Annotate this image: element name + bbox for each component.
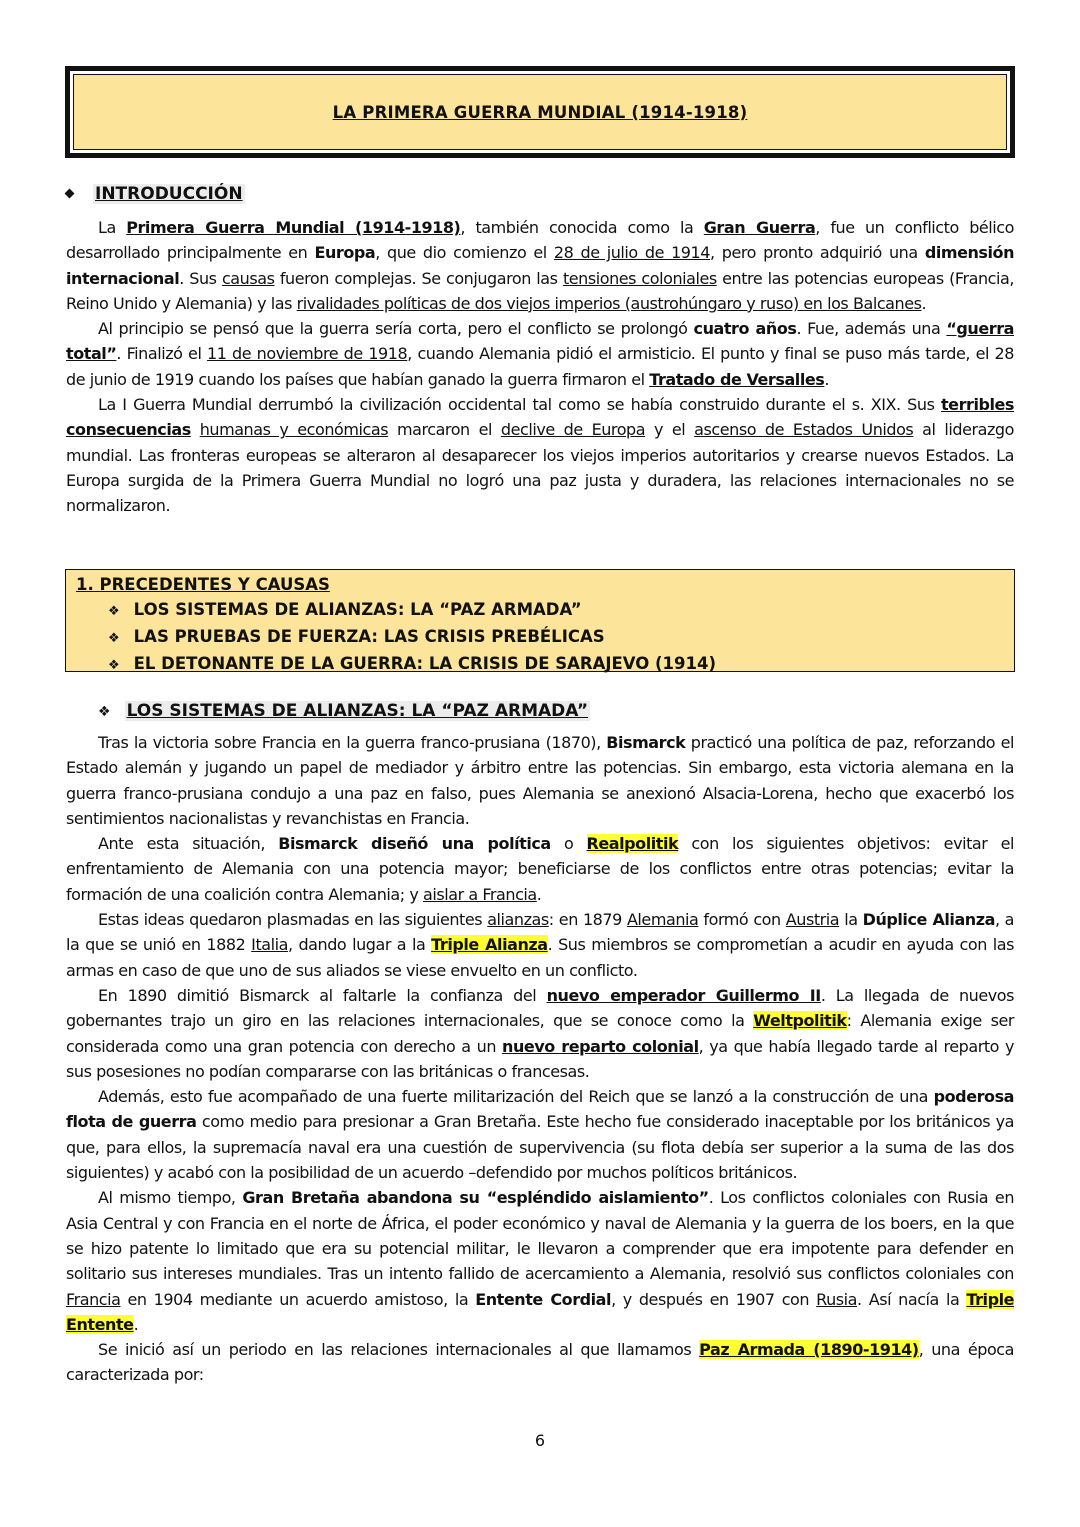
highlight-triple-alianza: Triple Alianza	[431, 935, 548, 955]
diamond-icon: ❖	[108, 658, 120, 673]
highlight-weltpolitik: Weltpolitik	[753, 1011, 847, 1031]
alianzas-heading	[98, 701, 590, 721]
diamond-icon: ❖	[108, 604, 120, 619]
highlight-realpolitik: Realpolitik	[586, 834, 679, 854]
section-1-item: ❖ LAS PRUEBAS DE FUERZA: LAS CRISIS PREBÉLICAS	[108, 627, 605, 646]
bullet-icon	[65, 189, 75, 199]
alianzas-paragraph-1: Tras la victoria sobre Francia en la guerra franco-prusiana (1870), Bismarck practicó una política de paz, reforzando el Estado alemán y jugando un papel de mediador y árbitro entre las potencias. Sin embargo, esta victoria alemana en la guerra franco-prusiana condujo a una paz en falso, pues Alemania se anexionó Alsacia-Lorena, hecho que exacerbó los sentimientos nacionalistas y revanchistas en Francia.	[66, 733, 1014, 828]
section-1-item: ❖ EL DETONANTE DE LA GUERRA: LA CRISIS DE SARAJEVO (1914)	[108, 654, 717, 673]
alianzas-paragraph-2: Ante esta situación, Bismarck diseñó una política o Realpolitik con los siguientes objetivos: evitar el enfrentamiento de Alemania con una potencia mayor; beneficiarse de los conflictos entre otras potencias; evitar la formación de una coalición contra Alemania; y aislar a Francia.	[66, 834, 1014, 904]
intro-paragraph-3: La I Guerra Mundial derrumbó la civilización occidental tal como se había construido durante el s. XIX. Sus terribles consecuencias humanas y económicas marcaron el declive de Europa y el ascenso de Estados Unidos al liderazgo mundial. Las fronteras europeas se alteraron al desaparecer los viejos imperios autoritarios y crearse nuevos Estados. La Europa surgida de la Primera Guerra Mundial no logró una paz justa y duradera, las relaciones internacionales no se normalizaron.	[66, 395, 1014, 516]
intro-heading-label: INTRODUCCIÓN	[95, 184, 243, 204]
title-box	[65, 66, 1015, 158]
intro-text	[66, 215, 1014, 519]
alianzas-paragraph-5: Además, esto fue acompañado de una fuerte militarización del Reich que se lanzó a la construcción de una poderosa flota de guerra como medio para presionar a Gran Bretaña. Este hecho fue considerado inaceptable por los británicos ya que, para ellos, la supremacía naval era una cuestión de supervivencia (su flota debía ser superior a la suma de las dos siguientes) y acabó con la posibilidad de un acuerdo –defendido por muchos políticos británicos.	[66, 1087, 1014, 1183]
intro-paragraph-2: Al principio se pensó que la guerra sería corta, pero el conflicto se prolongó cuatro años. Fue, además una “guerra total”. Finalizó el 11 de noviembre de 1918, cuando Alemania pidió el armisticio. El punto y final se puso más tarde, el 28 de junio de 1919 cuando los países que habían ganado la guerra firmaron el Tratado de Versalles.	[66, 319, 1014, 389]
alianzas-paragraph-7: Se inició así un periodo en las relaciones internacionales al que llamamos Paz Armada (1890-1914), una época caracterizada por:	[66, 1340, 1015, 1385]
intro-heading	[64, 184, 245, 204]
section-1-box	[65, 569, 1015, 672]
alianzas-paragraph-3: Estas ideas quedaron plasmadas en las siguientes alianzas: en 1879 Alemania formó con Austria la Dúplice Alianza, a la que se unió en 1882 Italia, dando lugar a la Triple Alianza. Sus miembros se comprometían a acudir en ayuda con las armas en caso de que uno de sus aliados se viese envuelto en un conflicto.	[66, 910, 1015, 980]
section-1-title: 1. PRECEDENTES Y CAUSAS	[76, 575, 330, 594]
alianzas-paragraph-4: En 1890 dimitió Bismarck al faltarle la confianza del nuevo emperador Guillermo II. La llegada de nuevos gobernantes trajo un giro en las relaciones internacionales, que se conoce como la Weltpolitik: Alemania exige ser considerada como una gran potencia con derecho a un nuevo reparto colonial, ya que había llegado tarde al reparto y sus posesiones no podían compararse con las británicas o francesas.	[66, 985, 1015, 1081]
section-1-list	[76, 597, 1004, 678]
page-number: 6	[534, 1431, 546, 1450]
section-1-item: ❖ LOS SISTEMAS DE ALIANZAS: LA “PAZ ARMADA”	[108, 600, 582, 619]
alianzas-paragraph-6: Al mismo tiempo, Gran Bretaña abandona su “espléndido aislamiento”. Los conflictos coloniales con Rusia en Asia Central y con Francia en el norte de África, el poder económico y naval de Alemania y la guerra de los boers, en la que se hizo patente lo limitado que era su potencial militar, le llevaron a comprender que era impotente para defender en solitario sus intereses mundiales. Tras un intento fallido de acercamiento a Alemania, resolvió sus conflictos coloniales con Francia en 1904 mediante un acuerdo amistoso, la Entente Cordial, y después en 1907 con Rusia. Así nacía la Triple Entente.	[66, 1188, 1015, 1334]
page-title: LA PRIMERA GUERRA MUNDIAL (1914-1918)	[332, 102, 748, 122]
alianzas-heading-label: LOS SISTEMAS DE ALIANZAS: LA “PAZ ARMADA”	[126, 701, 589, 721]
title-inner	[73, 74, 1007, 150]
highlight-triple-entente: Triple Entente	[66, 1289, 1015, 1334]
alianzas-text	[66, 730, 1014, 1388]
diamond-icon: ❖	[98, 704, 111, 720]
highlight-paz-armada: Paz Armada (1890-1914)	[699, 1340, 919, 1360]
diamond-icon: ❖	[108, 631, 120, 646]
intro-paragraph-1: La Primera Guerra Mundial (1914-1918), también conocida como la Gran Guerra, fue un conflicto bélico desarrollado principalmente en Europa, que dio comienzo el 28 de julio de 1914, pero pronto adquirió una dimensión internacional. Sus causas fueron complejas. Se conjugaron las tensiones coloniales entre las potencias europeas (Francia, Reino Unido y Alemania) y las rivalidades políticas de dos viejos imperios (austrohúngaro y ruso) en los Balcanes.	[66, 218, 1015, 313]
